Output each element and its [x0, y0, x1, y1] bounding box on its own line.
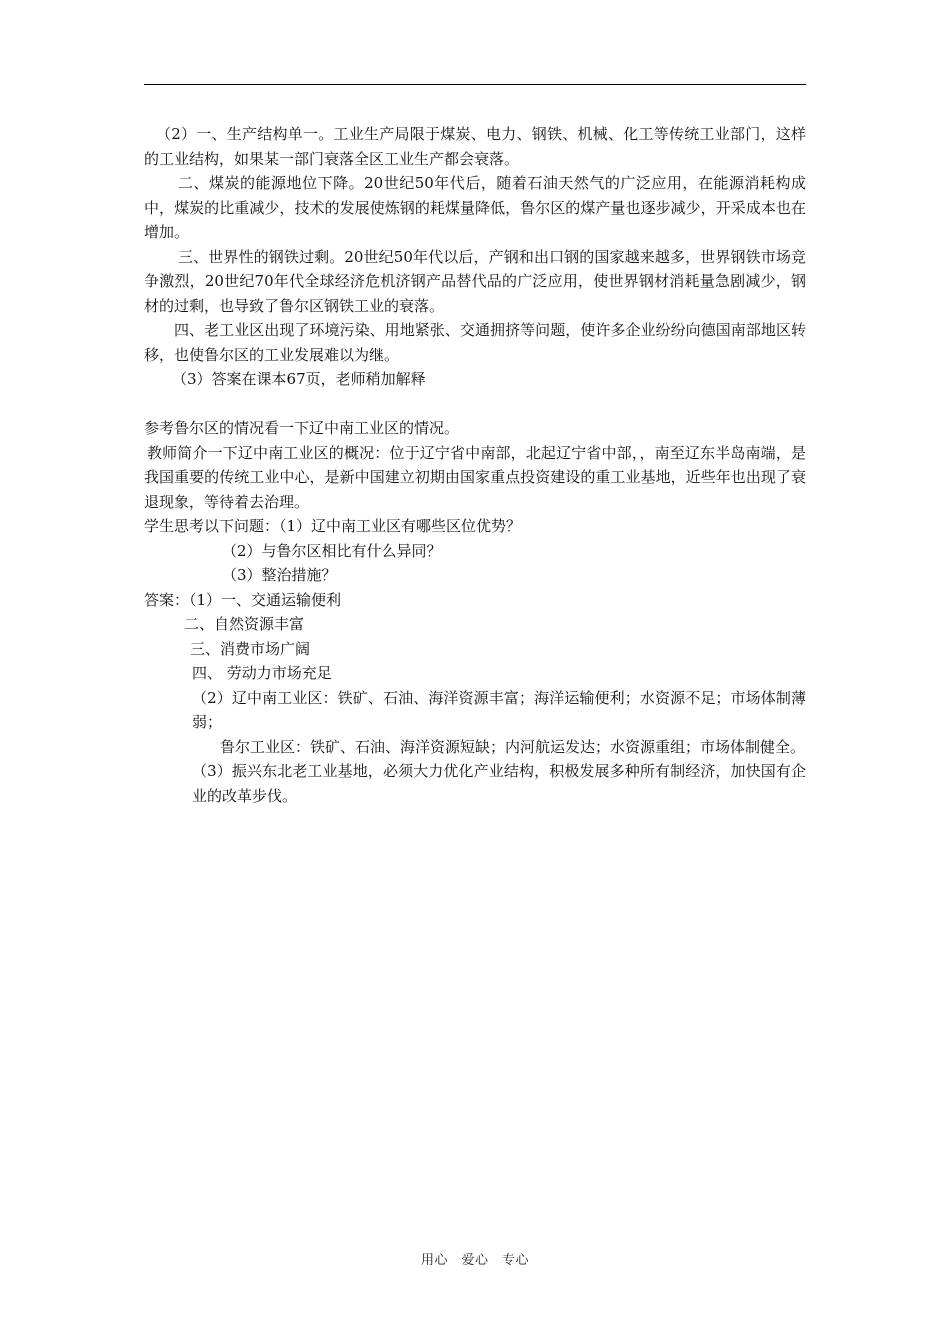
paragraph-textbook-answer: （3）答案在课本67页，老师稍加解释 — [172, 370, 426, 388]
blank-line — [144, 392, 806, 417]
answer-2-ruhr: 鲁尔工业区：铁矿、石油、海洋资源短缺；内河航运发达；水资源重组；市场体制健全。 — [220, 737, 806, 756]
paragraph-teacher-intro: 教师简介一下辽中南工业区的概况：位于辽宁省中南部，北起辽宁省中部，，南至辽东半岛南端，是我国重要的传统工业中心，是新中国建立初期由国家重点投资建设的重工业基地，近些年也出现了衰退现象，等待着去治理。 — [144, 443, 806, 511]
question-3: （3）整治措施？ — [222, 566, 337, 584]
paragraph-environment-issues: 四、老工业区出现了环境污染、用地紧张、交通拥挤等问题，使许多企业纷纷向德国南部地区转移，也使鲁尔区的工业发展难以为继。 — [144, 321, 806, 364]
answer-heading: 答案：（1）一、交通运输便利 — [144, 590, 342, 609]
answer-3-revitalize: （3）振兴东北老工业基地，必须大力优化产业结构，积极发展多种所有制经济，加快国有企业的改革步伐。 — [192, 762, 806, 805]
question-2: （2）与鲁尔区相比有什么异同？ — [222, 541, 442, 560]
answer-item-3: 三、消费市场广阔 — [190, 639, 311, 658]
answer-item-2: 二、自然资源丰富 — [184, 615, 305, 633]
paragraph-reference-ruhr: 参考鲁尔区的情况看一下辽中南工业区的情况。 — [144, 419, 460, 437]
document-body — [144, 122, 806, 808]
page-footer: 用心 爱心 专心 — [420, 1253, 529, 1268]
header-rule — [144, 84, 806, 85]
answer-2-liaozhongnan: （2）辽中南工业区：铁矿、石油、海洋资源丰富；海洋运输便利；水资源不足；市场体制薄弱； — [192, 688, 806, 731]
paragraph-steel-surplus: 三、世界性的钢铁过剩。20世纪50年代以后，产钢和出口钢的国家越来越多，世界钢铁市场竞争激烈，20世纪70年代全球经济危机济钢产品替代品的广泛应用，使世界钢材消耗量急剧减少，钢材的过剩，也导致了鲁尔区钢铁工业的衰落。 — [144, 247, 806, 315]
paragraph-coal-energy: 二、煤炭的能源地位下降。20世纪50年代后，随着石油天然气的广泛应用，在能源消耗构成中，煤炭的比重减少，技术的发展使炼钢的耗煤量降低，鲁尔区的煤产量也逐步减少，开采成本也在增加。 — [144, 174, 806, 241]
answer-item-4: 四、 劳动力市场充足 — [192, 664, 332, 682]
question-1: 学生思考以下问题：（1）辽中南工业区有哪些区位优势？ — [144, 517, 522, 535]
paragraph-production-structure: （2）一、生产结构单一。工业生产局限于煤炭、电力、钢铁、机械、化工等传统工业部门，这样的工业结构，如果某一部门衰落全区工业生产都会衰落。 — [144, 125, 806, 168]
